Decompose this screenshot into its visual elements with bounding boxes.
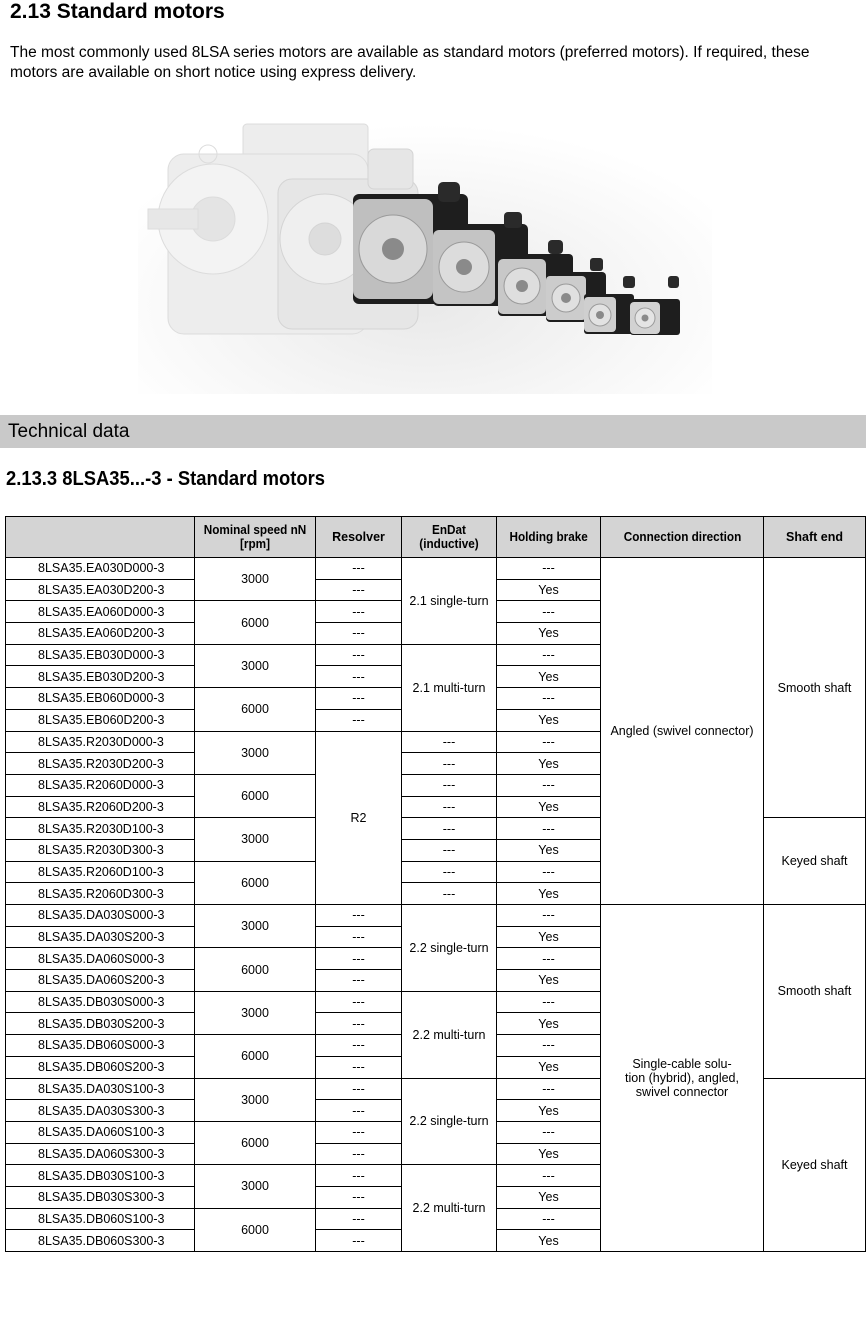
holding-brake-cell: Yes [497,709,601,731]
resolver-cell: --- [316,1208,402,1230]
holding-brake-cell: Yes [497,1056,601,1078]
resolver-cell: --- [316,1165,402,1187]
header-model [6,517,195,558]
holding-brake-cell: --- [497,1121,601,1143]
endat-cell: --- [402,731,497,753]
model-cell: 8LSA35.R2030D100-3 [6,818,195,840]
resolver-cell: --- [316,558,402,580]
model-cell: 8LSA35.DB060S200-3 [6,1056,195,1078]
model-cell: 8LSA35.DA030S100-3 [6,1078,195,1100]
model-cell: 8LSA35.DA030S000-3 [6,905,195,927]
speed-cell: 3000 [195,644,316,687]
model-cell: 8LSA35.EA030D000-3 [6,558,195,580]
section-title: 2.13 Standard motors [10,0,225,23]
resolver-cell: --- [316,709,402,731]
header-endat: EnDat (inductive) [402,517,497,558]
endat-cell: --- [402,883,497,905]
model-cell: 8LSA35.DA060S000-3 [6,948,195,970]
model-cell: 8LSA35.DB030S100-3 [6,1165,195,1187]
holding-brake-cell: Yes [497,839,601,861]
endat-cell: --- [402,774,497,796]
holding-brake-cell: Yes [497,753,601,775]
model-cell: 8LSA35.R2060D100-3 [6,861,195,883]
header-connection-direction: Connection direction [601,517,764,558]
holding-brake-cell: --- [497,1035,601,1057]
table-row [6,905,866,927]
holding-brake-cell: Yes [497,970,601,992]
model-cell: 8LSA35.DA060S100-3 [6,1121,195,1143]
holding-brake-cell: --- [497,731,601,753]
model-cell: 8LSA35.EB030D000-3 [6,644,195,666]
model-cell: 8LSA35.EA060D200-3 [6,623,195,645]
resolver-cell: --- [316,1121,402,1143]
holding-brake-cell: --- [497,688,601,710]
resolver-cell: --- [316,1035,402,1057]
header-shaft-end: Shaft end [764,517,866,558]
speed-cell: 3000 [195,1078,316,1121]
model-cell: 8LSA35.DA030S300-3 [6,1100,195,1122]
holding-brake-cell: --- [497,774,601,796]
header-nominal-speed: Nominal speed nN [rpm] [195,517,316,558]
holding-brake-cell: Yes [497,1186,601,1208]
endat-cell: --- [402,839,497,861]
model-cell: 8LSA35.DB030S300-3 [6,1186,195,1208]
holding-brake-cell: --- [497,1165,601,1187]
speed-cell: 3000 [195,818,316,861]
endat-cell: 2.2 multi-turn [402,1165,497,1252]
shaft-end-cell: Keyed shaft [764,1078,866,1252]
connection-direction-cell: Angled (swivel connector) [601,558,764,905]
holding-brake-cell: --- [497,1078,601,1100]
model-cell: 8LSA35.R2060D200-3 [6,796,195,818]
holding-brake-cell: Yes [497,623,601,645]
model-cell: 8LSA35.R2060D000-3 [6,774,195,796]
holding-brake-cell: --- [497,601,601,623]
subsection-title: 2.13.3 8LSA35...-3 - Standard motors [6,468,326,490]
intro-paragraph: The most commonly used 8LSA series motors are available as standard motors (preferred motors). If required, these motors are available on short notice using express delivery. [10,44,810,81]
resolver-cell: --- [316,1230,402,1252]
resolver-cell: --- [316,1186,402,1208]
model-cell: 8LSA35.R2030D000-3 [6,731,195,753]
shaft-end-cell: Smooth shaft [764,558,866,818]
holding-brake-cell: --- [497,948,601,970]
holding-brake-cell: Yes [497,1013,601,1035]
model-cell: 8LSA35.EA060D000-3 [6,601,195,623]
endat-cell: 2.1 multi-turn [402,644,497,731]
holding-brake-cell: Yes [497,666,601,688]
holding-brake-cell: --- [497,991,601,1013]
technical-data-bar [0,415,866,448]
holding-brake-cell: Yes [497,883,601,905]
holding-brake-cell: --- [497,1208,601,1230]
standard-motors-table [5,516,866,1252]
resolver-cell: --- [316,1056,402,1078]
resolver-cell: --- [316,579,402,601]
shaft-end-cell: Keyed shaft [764,818,866,905]
model-cell: 8LSA35.R2030D200-3 [6,753,195,775]
resolver-cell: --- [316,991,402,1013]
resolver-cell: --- [316,601,402,623]
resolver-cell: --- [316,1013,402,1035]
holding-brake-cell: Yes [497,1100,601,1122]
endat-cell: --- [402,796,497,818]
resolver-cell: --- [316,970,402,992]
resolver-cell: --- [316,688,402,710]
model-cell: 8LSA35.EB060D000-3 [6,688,195,710]
endat-cell: 2.2 single-turn [402,1078,497,1165]
holding-brake-cell: Yes [497,1230,601,1252]
holding-brake-cell: Yes [497,1143,601,1165]
speed-cell: 3000 [195,731,316,774]
speed-cell: 6000 [195,948,316,991]
holding-brake-cell: --- [497,818,601,840]
model-cell: 8LSA35.EA030D200-3 [6,579,195,601]
endat-cell: --- [402,753,497,775]
endat-cell: 2.1 single-turn [402,558,497,645]
speed-cell: 6000 [195,688,316,731]
speed-cell: 6000 [195,774,316,817]
model-cell: 8LSA35.R2030D300-3 [6,839,195,861]
resolver-cell: --- [316,926,402,948]
resolver-cell: --- [316,666,402,688]
resolver-cell: --- [316,1078,402,1100]
table-row [6,558,866,580]
speed-cell: 6000 [195,1121,316,1164]
header-holding-brake: Holding brake [497,517,601,558]
model-cell: 8LSA35.DA030S200-3 [6,926,195,948]
endat-cell: 2.2 multi-turn [402,991,497,1078]
model-cell: 8LSA35.DB030S000-3 [6,991,195,1013]
model-cell: 8LSA35.EB060D200-3 [6,709,195,731]
speed-cell: 3000 [195,558,316,601]
endat-cell: 2.2 single-turn [402,905,497,992]
speed-cell: 6000 [195,1208,316,1251]
speed-cell: 3000 [195,905,316,948]
endat-cell: --- [402,818,497,840]
resolver-cell: --- [316,1100,402,1122]
speed-cell: 6000 [195,861,316,904]
endat-cell: --- [402,861,497,883]
holding-brake-cell: Yes [497,796,601,818]
header-resolver: Resolver [316,517,402,558]
model-cell: 8LSA35.DA060S300-3 [6,1143,195,1165]
speed-cell: 6000 [195,601,316,644]
holding-brake-cell: --- [497,861,601,883]
resolver-cell: --- [316,623,402,645]
holding-brake-cell: --- [497,558,601,580]
holding-brake-cell: --- [497,644,601,666]
resolver-cell: --- [316,948,402,970]
model-cell: 8LSA35.EB030D200-3 [6,666,195,688]
model-cell: 8LSA35.DA060S200-3 [6,970,195,992]
holding-brake-cell: Yes [497,579,601,601]
resolver-cell: R2 [316,731,402,905]
speed-cell: 6000 [195,1035,316,1078]
table-header-row [6,517,866,558]
model-cell: 8LSA35.DB030S200-3 [6,1013,195,1035]
holding-brake-cell: Yes [497,926,601,948]
resolver-cell: --- [316,905,402,927]
resolver-cell: --- [316,1143,402,1165]
model-cell: 8LSA35.R2060D300-3 [6,883,195,905]
motors-photo [138,94,712,394]
resolver-cell: --- [316,644,402,666]
holding-brake-cell: --- [497,905,601,927]
model-cell: 8LSA35.DB060S000-3 [6,1035,195,1057]
speed-cell: 3000 [195,1165,316,1208]
speed-cell: 3000 [195,991,316,1034]
technical-data-label: Technical data [8,421,130,442]
shaft-end-cell: Smooth shaft [764,905,866,1079]
model-cell: 8LSA35.DB060S300-3 [6,1230,195,1252]
connection-direction-cell: Single-cable solu- tion (hybrid), angled, swivel connector [601,905,764,1252]
model-cell: 8LSA35.DB060S100-3 [6,1208,195,1230]
